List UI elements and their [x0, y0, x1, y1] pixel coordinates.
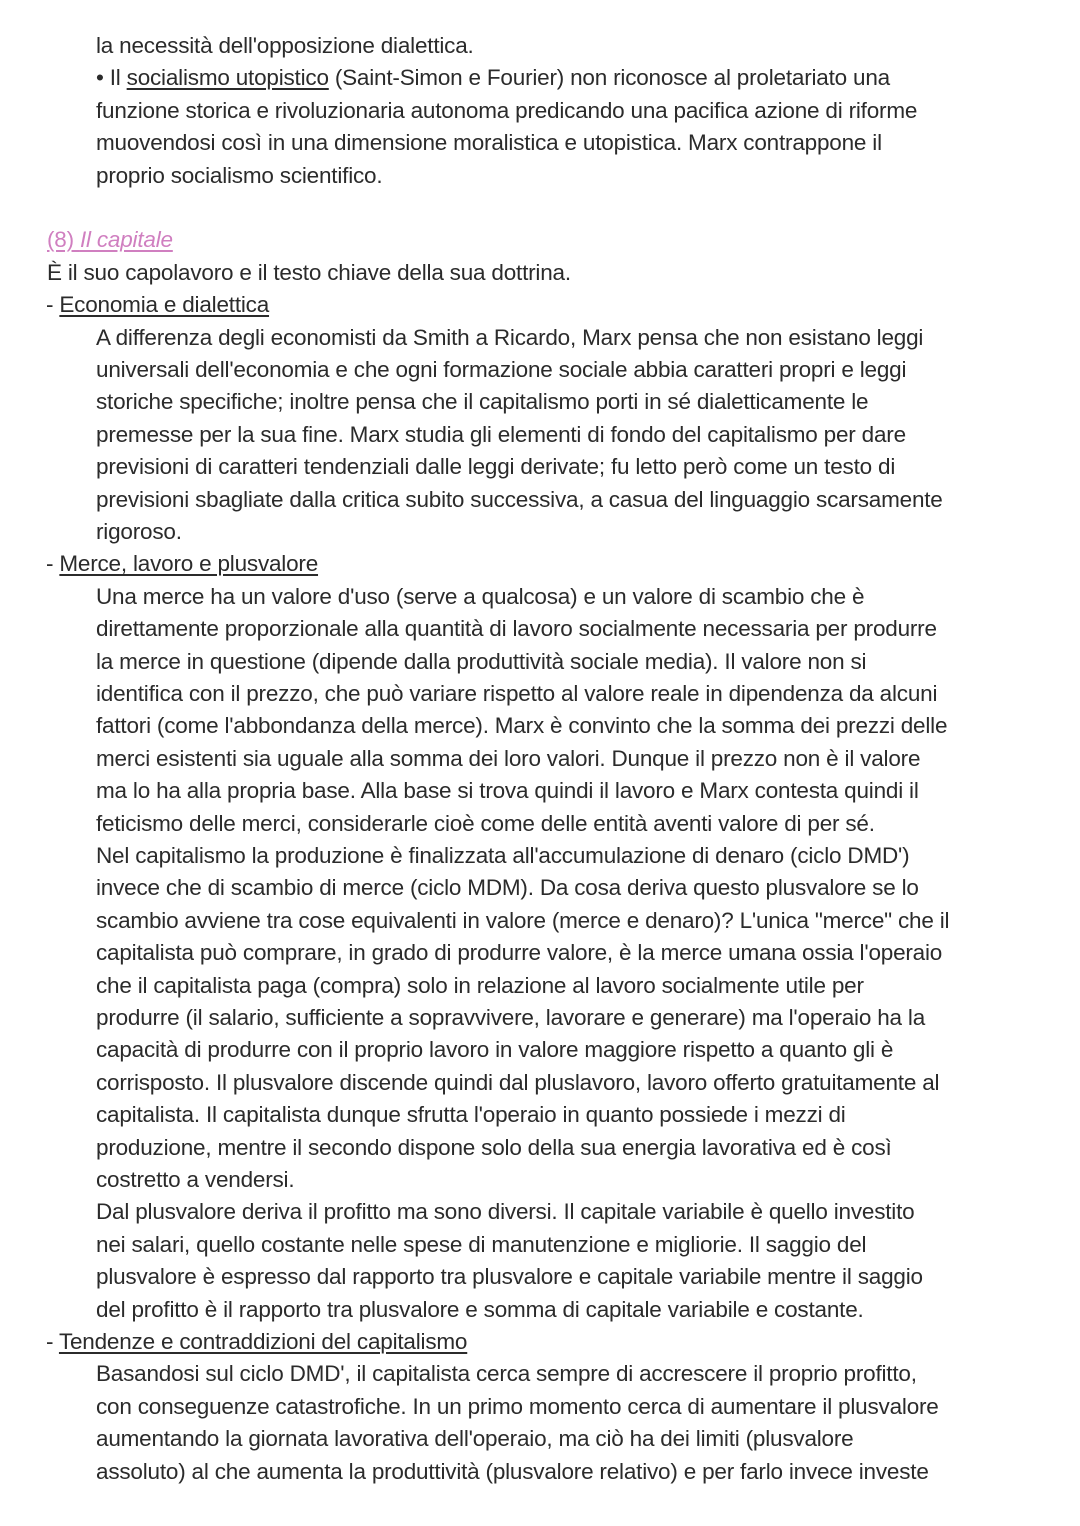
subsection-heading-merce: - Merce, lavoro e plusvalore — [46, 551, 319, 576]
paragraph-line: Basandosi sul ciclo DMD', il capitalista cerca sempre di accrescere il proprio profitto, — [96, 1361, 917, 1386]
paragraph-line: feticismo delle merci, considerarle cioè come delle entità aventi valore di per sé. — [96, 811, 875, 836]
paragraph-line: previsioni di caratteri tendenziali dalle leggi derivate; fu letto però come un testo di — [96, 454, 896, 479]
paragraph-line: Dal plusvalore deriva il profitto ma sono diversi. Il capitale variabile è quello investito — [96, 1199, 915, 1224]
paragraph-line: merci esistenti sia uguale alla somma dei loro valori. Dunque il prezzo non è il valore — [96, 746, 921, 771]
paragraph-line: scambio avviene tra cose equivalenti in valore (merce e denaro)? L'unica "merce" che il — [96, 908, 950, 933]
section-title: Il capitale — [79, 227, 173, 252]
subsection-title: Tendenze e contraddizioni del capitalismo — [58, 1329, 468, 1354]
subsection-heading-economia: - Economia e dialettica — [46, 292, 270, 317]
subsection-title: Economia e dialettica — [59, 292, 270, 317]
subsection-heading-tendenze: - Tendenze e contraddizioni del capitalismo — [46, 1329, 468, 1354]
paragraph-line: proprio socialismo scientifico. — [96, 163, 383, 188]
bullet-item-socialismo-utopistico: • Il socialismo utopistico (Saint-Simon e Fourier) non riconosce al proletariato una — [96, 65, 890, 90]
paragraph-line: storiche specifiche; inoltre pensa che il capitalismo porti in sé dialetticamente le — [96, 389, 869, 414]
paragraph-line: la merce in questione (dipende dalla produttività sociale media). Il valore non si — [96, 649, 867, 674]
paragraph-line: funzione storica e rivoluzionaria autonoma predicando una pacifica azione di riforme — [96, 98, 918, 123]
paragraph-line: invece che di scambio di merce (ciclo MDM). Da cosa deriva questo plusvalore se lo — [96, 875, 919, 900]
paragraph-line: produzione, mentre il secondo dispone solo della sua energia lavorativa ed è così — [96, 1135, 892, 1160]
bullet-icon: • — [96, 65, 104, 90]
paragraph-line: capitalista. Il capitalista dunque sfrutta l'operaio in quanto possiede i mezzi di — [96, 1102, 846, 1127]
paragraph-line: fattori (come l'abbondanza della merce). Marx è convinto che la somma dei prezzi delle — [96, 713, 948, 738]
paragraph-line: rigoroso. — [96, 519, 182, 544]
paragraph-line: identifica con il prezzo, che può variare rispetto al valore reale in dipendenza da alcuni — [96, 681, 938, 706]
paragraph-line: costretto a vendersi. — [96, 1167, 295, 1192]
paragraph-line: muovendosi così in una dimensione moralistica e utopistica. Marx contrappone il — [96, 130, 882, 155]
paragraph-line: produrre (il salario, sufficiente a sopravvivere, lavorare e generare) ma l'operaio ha la — [96, 1005, 926, 1030]
subsection-title: Merce, lavoro e plusvalore — [59, 551, 319, 576]
paragraph-line: Una merce ha un valore d'uso (serve a qualcosa) e un valore di scambio che è — [96, 584, 865, 609]
paragraph-line: aumentando la giornata lavorativa dell'operaio, ma ciò ha dei limiti (plusvalore — [96, 1426, 854, 1451]
paragraph-line: direttamente proporzionale alla quantità di lavoro socialmente necessaria per produrre — [96, 616, 937, 641]
paragraph-line: nei salari, quello costante nelle spese di manutenzione e migliorie. Il saggio del — [96, 1232, 867, 1257]
paragraph-line: previsioni sbagliate dalla critica subito successiva, a casua del linguaggio scarsamente — [96, 487, 943, 512]
paragraph-line: assoluto) al che aumenta la produttività (plusvalore relativo) e per farlo invece investe — [96, 1459, 929, 1484]
paragraph-line: con conseguenze catastrofiche. In un primo momento cerca di aumentare il plusvalore — [96, 1394, 939, 1419]
paragraph-line: che il capitalista paga (compra) solo in relazione al lavoro socialmente utile per — [96, 973, 864, 998]
paragraph-line: premesse per la sua fine. Marx studia gli elementi di fondo del capitalismo per dare — [96, 422, 906, 447]
section-number: (8) — [47, 227, 80, 252]
key-term: socialismo utopistico — [126, 65, 329, 90]
paragraph-line: capacità di produrre con il proprio lavoro in valore maggiore rispetto a quanto gli è — [96, 1037, 894, 1062]
paragraph-line: Nel capitalismo la produzione è finalizzata all'accumulazione di denaro (ciclo DMD') — [96, 843, 910, 868]
paragraph-line: plusvalore è espresso dal rapporto tra plusvalore e capitale variabile mentre il saggio — [96, 1264, 923, 1289]
paragraph-line: capitalista può comprare, in grado di produrre valore, è la merce umana ossia l'operaio — [96, 940, 943, 965]
paragraph-line: A differenza degli economisti da Smith a Ricardo, Marx pensa che non esistano leggi — [96, 325, 924, 350]
section-intro: È il suo capolavoro e il testo chiave della sua dottrina. — [47, 260, 571, 285]
paragraph-line: universali dell'economia e che ogni formazione sociale abbia caratteri propri e leggi — [96, 357, 907, 382]
paragraph-line: del profitto è il rapporto tra plusvalore e somma di capitale variabile e costante. — [96, 1297, 864, 1322]
paragraph-line: corrisposto. Il plusvalore discende quindi dal pluslavoro, lavoro offerto gratuitamente al — [96, 1070, 940, 1095]
paragraph-line: la necessità dell'opposizione dialettica. — [96, 33, 474, 58]
section-heading — [47, 224, 173, 256]
paragraph-line: ma lo ha alla propria base. Alla base si trova quindi il lavoro e Marx contesta quindi il — [96, 778, 919, 803]
